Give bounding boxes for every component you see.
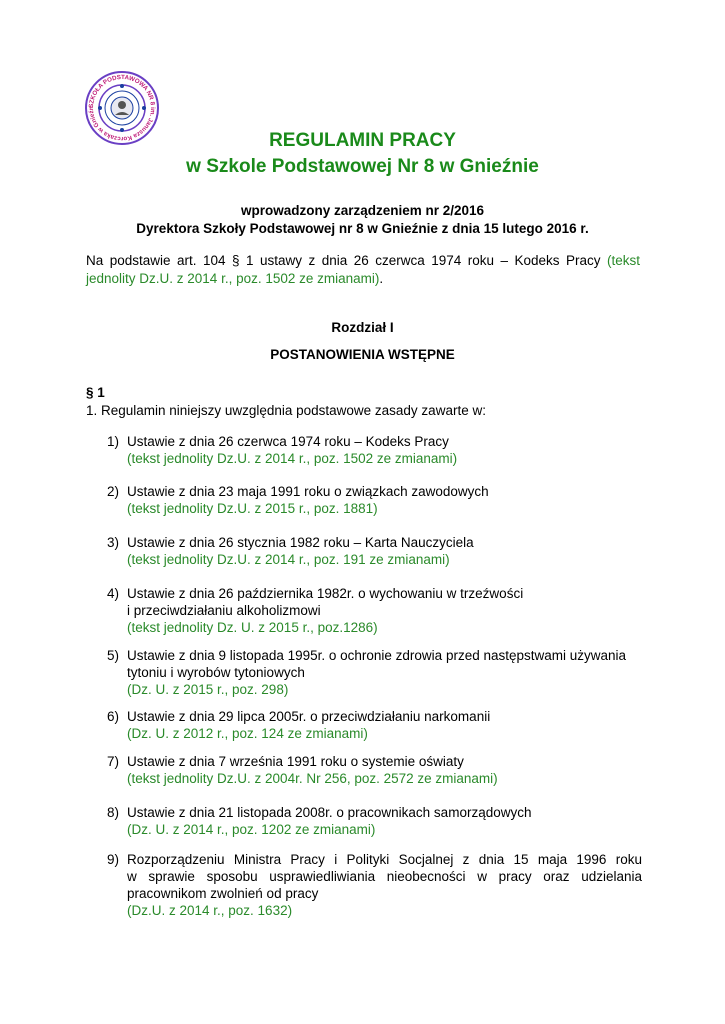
list-item-number: 7) <box>107 754 120 769</box>
list-item-number: 5) <box>107 648 120 663</box>
list-item-reference: (Dz. U. z 2012 r., poz. 124 ze zmianami) <box>127 726 368 741</box>
basis-end: . <box>379 271 384 286</box>
list-item-body <box>127 753 642 787</box>
list-item-line: Ustawie z dnia 23 maja 1991 roku o związkach zawodowych <box>127 484 489 499</box>
list-item <box>107 534 642 568</box>
list-item-body <box>127 433 642 467</box>
list-item-line: Ustawie z dnia 26 stycznia 1982 roku – Karta Nauczyciela <box>127 535 474 550</box>
list-item-number: 9) <box>107 852 120 867</box>
list-item-number: 4) <box>107 586 120 601</box>
list-item-number: 2) <box>107 484 120 499</box>
list-item-number: 3) <box>107 535 120 550</box>
list-item-reference: (tekst jednolity Dz. U. z 2015 r., poz.1286) <box>127 620 378 635</box>
list-item-reference: (tekst jednolity Dz.U. z 2014 r., poz. 1502 ze zmianami) <box>127 451 458 466</box>
intro-text: 1. Regulamin niniejszy uwzględnia podstawowe zasady zawarte w: <box>86 403 486 418</box>
list-item-number: 8) <box>107 805 120 820</box>
list-item-line: w sprawie sposobu usprawiedliwiania nieobecności w pracy oraz udzielania <box>127 869 642 884</box>
paragraph-mark: § 1 <box>86 385 105 400</box>
list-item-line: Ustawie z dnia 29 lipca 2005r. o przeciwdziałaniu narkomanii <box>127 709 491 724</box>
document-title <box>0 128 725 180</box>
list-item-line: Ustawie z dnia 9 listopada 1995r. o ochronie zdrowia przed następstwami używania <box>127 648 627 663</box>
list-item <box>107 483 642 517</box>
list-item-body <box>127 483 642 517</box>
basis-text: Na podstawie art. 104 § 1 ustawy z dnia 26 czerwca 1974 roku – Kodeks Pracy <box>86 253 607 268</box>
list-item-reference: (tekst jednolity Dz.U. z 2014 r., poz. 191 ze zmianami) <box>127 552 450 567</box>
list-item-body <box>127 647 642 698</box>
list-item <box>107 433 642 467</box>
title-line-2: w Szkole Podstawowej Nr 8 w Gnieźnie <box>186 156 539 177</box>
list-item-body <box>127 534 642 568</box>
list-item <box>107 585 642 636</box>
list-item-number: 1) <box>107 434 120 449</box>
list-item-number: 6) <box>107 709 120 724</box>
decree-info <box>0 202 725 238</box>
list-item-line: Ustawie z dnia 26 października 1982r. o wychowaniu w trzeźwości <box>127 586 524 601</box>
basis-reference: (tekst jednolity Dz.U. z 2014 r., poz. 1502 ze zmianami) <box>86 253 640 286</box>
list-item-body <box>127 804 642 838</box>
list-item-body <box>127 851 642 919</box>
title-line-1: REGULAMIN PRACY <box>269 130 456 151</box>
list-item-line: pracownikom zwolnień od pracy <box>127 886 319 901</box>
list-item <box>107 708 642 742</box>
list-item-reference: (tekst jednolity Dz.U. z 2004r. Nr 256, poz. 2572 ze zmianami) <box>127 771 498 786</box>
list-item <box>107 753 642 787</box>
chapter-heading: Rozdział I <box>331 320 394 335</box>
list-item <box>107 851 642 919</box>
list-item-reference: (Dz. U. z 2014 r., poz. 1202 ze zmianami) <box>127 822 376 837</box>
decree-line-2: Dyrektora Szkoły Podstawowej nr 8 w Gnieźnie z dnia 15 lutego 2016 r. <box>136 221 589 236</box>
list-item-line: Ustawie z dnia 21 listopada 2008r. o pracownikach samorządowych <box>127 805 532 820</box>
list-item-line: tytoniu i wyrobów tytoniowych <box>127 665 305 680</box>
legal-basis <box>86 252 640 288</box>
list-item-reference: (Dz. U. z 2015 r., poz. 298) <box>127 682 289 697</box>
list-item-reference: (Dz.U. z 2014 r., poz. 1632) <box>127 903 293 918</box>
list-item-reference: (tekst jednolity Dz.U. z 2015 r., poz. 1881) <box>127 501 378 516</box>
list-item-line: i przeciwdziałaniu alkoholizmowi <box>127 603 321 618</box>
list-item-line: Ustawie z dnia 26 czerwca 1974 roku – Kodeks Pracy <box>127 434 449 449</box>
list-item <box>107 804 642 838</box>
svg-text:SZKOŁA PODSTAWOWA NR 8 im. Jan: SZKOŁA PODSTAWOWA NR 8 im. Janusza Korczaka w Gnieźn <box>87 73 157 143</box>
section-heading: POSTANOWIENIA WSTĘPNE <box>270 347 455 362</box>
list-item-body <box>127 585 642 636</box>
decree-line-1: wprowadzony zarządzeniem nr 2/2016 <box>240 203 485 218</box>
list-item-line: Ustawie z dnia 7 września 1991 roku o systemie oświaty <box>127 754 464 769</box>
list-item <box>107 647 642 698</box>
list-item-text <box>127 851 642 902</box>
list-item-body <box>127 708 642 742</box>
list-item-line: Rozporządzeniu Ministra Pracy i Polityki Socjalnej z dnia 15 maja 1996 roku <box>127 852 642 867</box>
